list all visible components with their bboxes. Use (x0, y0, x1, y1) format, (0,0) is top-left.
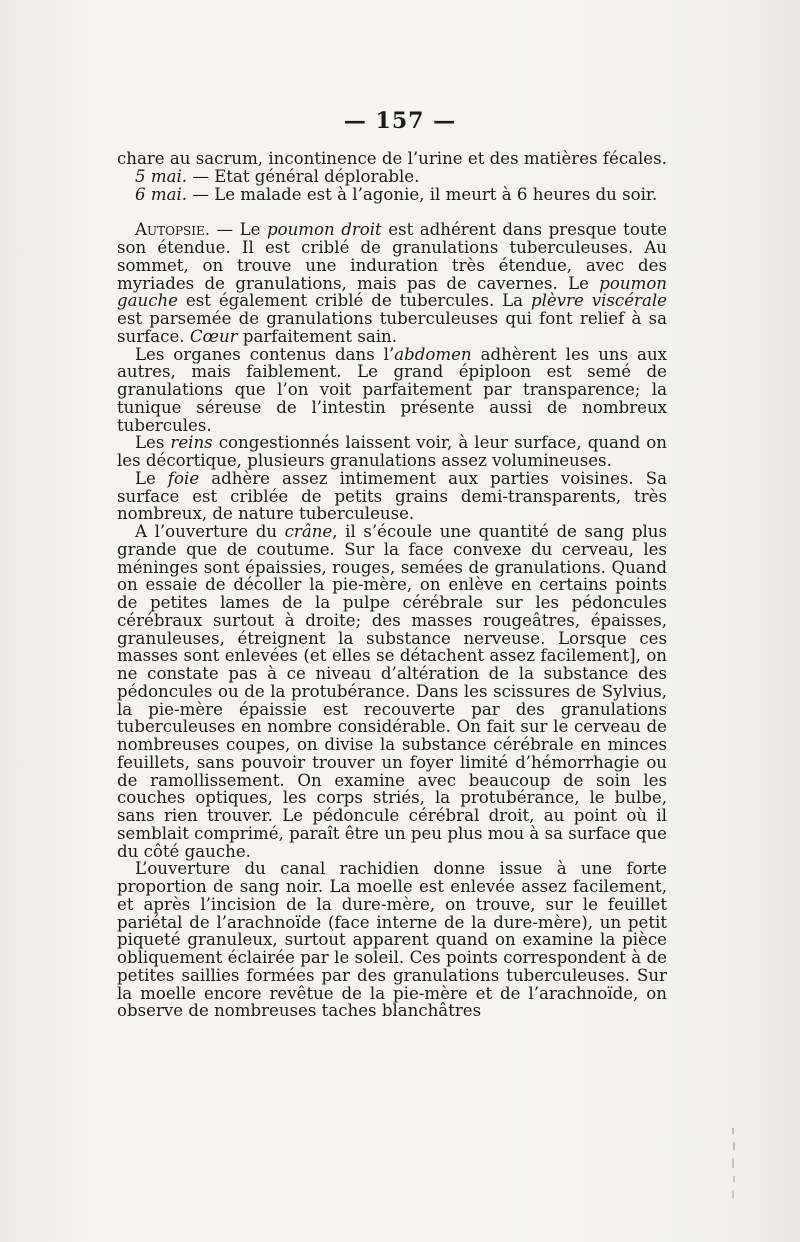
term-right-lung: poumon droit (266, 220, 382, 240)
skull-text-a: A l’ouverture du (135, 522, 285, 541)
margin-marks (728, 1128, 738, 1208)
date-may-6: 6 mai. (135, 184, 188, 204)
term-heart: Cœur (189, 326, 238, 346)
paragraph-abdomen (117, 346, 667, 435)
autopsy-text-d: est parsemée de granulations tuberculeuses qui font relief à sa surface. (117, 309, 667, 346)
term-liver: foie (167, 468, 200, 488)
autopsy-text-e: parfaitement sain. (237, 326, 397, 346)
autopsy-text-c: est également criblé de tubercules. La (178, 291, 531, 311)
kidneys-text-b: congestionnés laissent voir, à leur surface, quand on les décortique, plusieurs granulations assez volumineuses. (117, 433, 667, 470)
paragraph-kidneys (117, 434, 667, 470)
term-abdomen: abdomen (394, 344, 472, 364)
autopsy-heading: Autopsie. (135, 220, 211, 240)
margin-marks-icon (728, 1128, 738, 1208)
liver-text-b: adhère assez intimement aux parties voisines. Sa surface est criblée de petits grains demi-transparents, très nombreux, de nature tuberculeuse. (117, 468, 667, 524)
liver-text-a: Le (135, 468, 168, 488)
body-text (117, 150, 667, 1020)
paragraph-spinal-canal: L’ouverture du canal rachidien donne issue à une forte proportion de sang noir. La moelle est enlevée assez facilement, et après l’incision de la dure-mère, on trouve, sur le feuillet pariétal de l’arachnoïde (face interne de la dure-mère), un petit piqueté granuleux, surtout apparent quand on examine la pièce obliquement éclairée par le soleil. Ces points correspondent à de petites saillies formées par des granulations tuberculeuses. Sur la moelle encore revêtue de la pie-mère et de l’arachnoïde, on observe de nombreuses taches blanchâtres (117, 859, 667, 1021)
term-kidneys: reins (170, 433, 213, 453)
paragraph-skull (117, 523, 667, 860)
term-skull: crâne (284, 522, 333, 541)
kidneys-text-a: Les (135, 433, 171, 453)
paragraph-liver (117, 470, 667, 523)
autopsy-text-a: — Le (210, 220, 267, 240)
section-spacer (117, 203, 667, 221)
paragraph-may-5 (117, 168, 667, 186)
term-left-lung: poumon gauche (117, 273, 667, 311)
entry-may-5: — Etat général déplorable. (187, 166, 420, 186)
paragraph-may-6 (117, 186, 667, 204)
abdomen-text-b: adhèrent les uns aux autres, mais faiblement. Le grand épiploon est semé de granulations que l’on voit parfaitement par transparence; la tunique séreuse de l’intestin présente aussi de nombreux tubercules. (117, 344, 667, 435)
autopsy-text-b: est adhérent dans presque toute son étendue. Il est criblé de granulations tuberculeuses. Au sommet, on trouve une induration très étendue, avec des myriades de granulations, mais pas de cavernes. Le (117, 220, 667, 293)
term-visceral-pleura: plèvre viscérale (530, 291, 667, 311)
skull-text-b: , il s’écoule une quantité de sang plus grande que de coutume. Sur la face convexe du cerveau, les méninges sont épaissies, rouges, semées de granulations. Quand on essaie de décoller la pie-mère, on enlève en certains points de petites lames de la pulpe cérébrale sur les pédoncules cérébraux surtout à droite; des masses rougeâtres, épaisses, granuleuses, étreignent la substance nerveuse. Lorsque ces masses sont enlevées (et elles se détachent assez facilement], on ne constate pas à ce niveau d’altération de la substance des pédoncules ou de la protubérance. Dans les scissures de Sylvius, la pie-mère épaissie est recouverte par des granulations tuberculeuses en nombre considérable. On fait sur le cerveau de nombreuses coupes, on divise la substance cérébrale en minces feuillets, sans pouvoir trouver un foyer limité d’hémorrhagie ou de ramollissement. On examine avec beaucoup de soin les couches optiques, les corps striés, la protubérance, le bulbe, sans rien trouver. Le pédoncule cérébral droit, au point où il semblait comprimé, paraît être un peu plus mou à sa surface que du côté gauche. (117, 522, 667, 861)
page-number: — 157 — (343, 108, 457, 134)
paragraph-autopsy (117, 221, 667, 345)
abdomen-text-a: Les organes contenus dans l’ (135, 344, 395, 364)
paragraph-continuation: chare au sacrum, incontinence de l’urine et des matières fécales. (117, 149, 667, 168)
entry-may-6: — Le malade est à l’agonie, il meurt à 6 heures du soir. (187, 184, 658, 204)
date-may-5: 5 mai. (135, 166, 188, 186)
